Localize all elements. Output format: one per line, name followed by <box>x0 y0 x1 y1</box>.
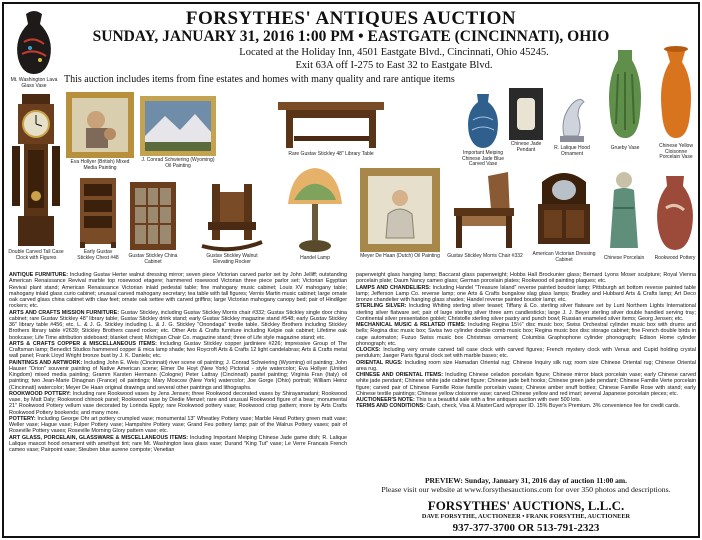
item-stickley-chest <box>76 176 120 266</box>
section-terms: TERMS AND CONDITIONS: Cash, check, Visa & MasterCard w/proper ID. 15% Buyer's Premium. 3% convenience fee for credit cards. <box>356 403 680 410</box>
section-rookwood: ROOKWOOD POTTERY: Including rare Rookwood vases by Jens Jensen; three Rookwood decorated vases by Shirayamadani; Rookwood vase, by Matt Daly; Rookwood chinook panel; Rookwood vase by Diedie Menzel; rare and unusual Rookwood figure of a bear; monumental 21" Rookwood Pottery vellum vase decorated by Lorinda Epply; rare Rookwood pottery vase; Rookwood crisp pattern; more by Arts Crafts Rookwood Pottery bookends; and many more. <box>9 390 347 416</box>
item-meyer-painting <box>360 168 440 266</box>
caption: Gustav Stickley China Cabinet <box>128 253 178 265</box>
grueby-vase-image <box>602 44 648 144</box>
rocker-image <box>200 180 264 252</box>
right-column <box>356 272 696 410</box>
lava-vase-image <box>10 8 58 78</box>
caption: American Victorian Dressing Cabinet <box>532 251 596 263</box>
caption: Gustav Stickley Morris Chair #332 <box>447 253 523 259</box>
pendant-image <box>509 88 543 140</box>
section-art-glass: ART GLASS, PORCELAIN, GLASSWARE & MISCELLANEOUS ITEMS: Including Important Meiping Chinese Jade game dish; R. Lalique Lalique mascot hood ornament with amethyst tint; rare Mt. Washington lava glass vase; Durand "King Tut" vase; Le Verre Francais French cameo vase; Pairpoint vase; Steuben blue aurene compote; Venetian <box>9 434 348 453</box>
item-handel-lamp <box>284 164 346 266</box>
section-paintings: PAINTINGS AND ARTWORK: Including John E. Weis (Cincinnati) river scene oil painting; J. Conrad Schwiering (Wyoming) oil painting; John Hauser "Orion" souvenir painting of Native American scene; Elmer De Hoyt (New York) Pictorial - style watercolor; Eva Hollyer (United Kingdom) mixed media painting; Gramm Karsten Hermann (Cologne) Peter Lattray (Cincinnati) pastel painting; Virginia Fran (Italy) oil painting; two Jean-Marie Dinagnan (France) oil paintings; Mary Moscow (New York) watercolor; Joe Gorge (Ohio) portrait; William Heinz (Cincinnati) watercolor; Meyer De Haan original drawings and several other paintings and lithographs. <box>9 359 347 391</box>
caption: Eva Hollyer (British) Mixed Media Painting <box>70 159 130 171</box>
caption: Double Carved Tall Case Clock with Figures <box>8 249 64 261</box>
clock-image <box>8 90 64 250</box>
preview-line: PREVIEW: Sunday, January 31, 2016 day of auction 11:00 am. <box>424 476 628 485</box>
section-mission: ARTS AND CRAFTS MISSION FURNITURE: Gustav Stickley, including Gustav Stickley Morris chair #332; Gustav Stickley single door china cabinet; rare Gustav Stickley 48" library table; Gustav Stickley drink stand; early Gustav Stickley magazine stand #548; early Gustav Stickley 36" library table #456; etc. L. & J. G. Stickley including L. & J. G. Stickley "Onondaga" trestle table. Stickley Brothers including Stickley Brothers library table #2639; Stickley Brothers cased rocker; etc. Other Arts & Crafts furniture including Kelpie oak cabinet; Lifetime oak bookcase; Life Time attribution sideboard; blanket chest; Michigan Chair Co. magazine stand; three of Life style magazine stand; etc. <box>9 309 347 341</box>
caption: Early Gustav Stickley Chest #48 <box>77 249 119 261</box>
jade-vase-image <box>459 90 507 150</box>
yellow-vase-image <box>654 44 698 144</box>
auctioneers-line: DAVE FORSYTHE, AUCTIONEER • FRANK FORSYTHE, AUCTIONEER <box>421 513 631 520</box>
auction-ad <box>2 2 700 538</box>
painting-image <box>66 92 134 158</box>
item-tall-clock <box>8 90 64 266</box>
left-column <box>9 272 347 453</box>
hood-ornament-image <box>550 88 594 144</box>
caption: Chinese Porcelain <box>603 255 645 261</box>
item-jade-pendant <box>509 88 543 158</box>
caption: J. Conrad Schwiering (Wyoming) Oil Painting <box>141 157 215 169</box>
rookwood-vase-image <box>652 172 698 254</box>
item-imperial-vase <box>459 90 507 170</box>
location-line: Located at the Holiday Inn, 4501 Eastgate Blvd., Cincinnati, Ohio 45245. <box>239 47 549 58</box>
item-stickley-table <box>276 96 386 166</box>
website-line[interactable]: Please visit our website at www.forsythesauctions.com for over 350 photos and descriptions. <box>381 485 671 494</box>
painting-image <box>360 168 440 252</box>
caption: Chinese Jade Pendant <box>510 141 542 153</box>
cabinet-image <box>126 180 180 252</box>
caption: Mt. Washington Lava Glass Vase <box>10 77 58 89</box>
caption: Grueby Vase <box>610 145 640 151</box>
item-morris-chair <box>444 168 526 266</box>
item-lava-vase <box>10 8 58 90</box>
item-stickley-rocker <box>200 180 264 266</box>
section-lamps: LAMPS AND CHANDELIERS: Including Handel "Treasure Island" reverse painted boudoir lamp; Pittsburgh art bottom reverse painted table lamp; Jefferson Lamp Co. reverse lamp; one Arts & Crafts bungalow slag glass lamps; Bradley and Hubbard Arts & Crafts lamp; Art Deco bronze chandelier with hanging glass shades; Handel reverse painted boudoir lamp; etc. <box>356 284 696 303</box>
auction-title: FORSYTHES' ANTIQUES AUCTION <box>185 8 517 29</box>
item-eva-hollyer <box>66 92 134 172</box>
caption: R. Lalique Hood Ornament <box>554 145 590 157</box>
caption: Important Meiping Chinese Jade Blue Carved Vase <box>462 150 504 168</box>
item-grueby <box>602 44 648 164</box>
caption: Gustav Stickley Walnut Elevating Rocker <box>206 253 258 265</box>
caption: Chinese Yellow Cloisonne Porcelain Vase <box>659 143 693 161</box>
figure-image <box>602 168 646 254</box>
item-chinese-figure <box>602 168 646 266</box>
table-image <box>276 96 386 150</box>
directions-line: Exit 63A off I-275 to East 32 to Eastgate Blvd. <box>295 60 493 71</box>
chest-image <box>76 176 120 248</box>
auction-date-line: SUNDAY, JANUARY 31, 2016 1:00 PM • EASTGATE (CINCINNATI), OHIO <box>92 28 610 45</box>
item-conrad-painting <box>140 96 216 172</box>
caption: Handel Lamp <box>300 255 330 261</box>
section-music: MECHANICAL MUSIC & RELATED ITEMS: Including Regina 15½" disc music box; Swiss Orchestral cylinder music box with drums and bells; Regina disc music box; Swiss two cylinder double comb music box; Regina music box disc storage cabinet; fine French double birds in cage automaton; Fuzuo Swiss music box Christmas ornament; Columbia Graphophone cylinder phonograph; Edison Home cylinder phonograph; etc. <box>356 322 697 347</box>
lamp-image <box>284 164 346 254</box>
item-yellow-vase <box>654 44 698 170</box>
item-rookwood <box>652 172 698 266</box>
section-furniture: ANTIQUE FURNITURE: Including Gustav Herter walnut dressing mirror; seven piece Victorian carved parlor set by John Jelliff; outstanding American Renaissance Revival marble top rosewood etagere; hammered rosewood Victorian three piece parlor set; Victorian Egyptian Revival plant stand; American Renaissance Victorian inlaid pedestal table; fine mahogany music cabinet; Louis XV mahogany table; mahogany inlaid glass curio cabinet; unusual carved mahogany secretary; tea table with tall figures; Vernis Martin music cabinet; large ornate oak carved glass china cabinet with claw feet; ornate oak settee with carved griffins; large Victorian mahogany canopy bed; pair of Hindilger rockers; etc. <box>9 272 347 310</box>
tagline: This auction includes items from fine estates and homes with many quality and rare antique items <box>64 74 455 85</box>
section-copper: ARTS & CRAFTS COPPER & MISCELLANEOUS ITEMS: Including Gustav Stickley copper jardiniere #226; impressive Group of The Craftsman lamp; Benedict Studios hammered copper & mica lamp shade; two Roycroft Arts & Crafts 12 light candelabras; Arts & Crafts metal wall panel; Frank Lloyd Wright bronze bust by J. K. Daniels; etc. <box>9 340 348 360</box>
section-clocks: CLOCKS: Including very ornate carved tall case clock with carved figures; French mystery clock with Venus and Cupid holding crystal pendulum; Jaeger Paris figural clock set with marble bases; etc. <box>356 347 697 360</box>
morris-chair-image <box>444 168 526 252</box>
victorian-cabinet-image <box>532 164 596 250</box>
section-silver: STERLING SILVER: Including Whiting sterling silver teaset; Tiffany & Co. sterling silver flatware set by Lunt Northern Lights International sterling silver flatware set; pair of large sterling silver three arm candlesticks; large J. J. Beyer sterling silver double handled serving tray; Continental silver presentation goblet; Christofle sterling silver pastry and punch bowl; Russian enameled silver items; Georg Jensen; etc. <box>356 303 696 322</box>
caption: Rare Gustav Stickley 48" Library Table <box>288 151 374 157</box>
painting-image <box>140 96 216 156</box>
phone-numbers[interactable]: 937-377-3700 OR 513-791-2323 <box>452 522 600 534</box>
caption: Rookwood Pottery <box>654 255 696 261</box>
item-stickley-cabinet <box>126 180 180 266</box>
section-note: AUCTIONEER'S NOTE: This is a beautiful sale with a fine antiques auction with over 500 lots. <box>356 397 582 403</box>
section-chinese: CHINESE AND ORIENTAL ITEMS: Including Chinese celadon porcelain figure; Chinese mirror black porcelain vase; early Chinese carved white jade pendant; Chinese white jade cabinet figure; Chinese jade belt hooks; Chinese green jade pendant; Chinese Famille Verte porcelain figure; carved pair of Chinese Famille Rose famille porcelain vases; Chinese amber snuff bottles; Chinese Famille Rose with stand; early Chinese textile paintings; Chinese yellow cloisonne vase; carved Chinese yellow and red imari; several Japanese porcelain pieces; etc. <box>356 372 697 397</box>
section-pottery: POTTERY: Including George Ohr art pottery crumpled vase; monumental 13" Wheatley Pottery vase; Marble Head Pottery green matt vase; Weller vase; Hague vase; Fulper Pottery vase; Hampshire Pottery vase; Grand Feu pottery lamp; pair of the Walrus Pottery vases; pair of Roseville Pottery vases; Roseville Morning Glory pattern vase; etc. <box>9 415 348 435</box>
caption: Meyer De Haan (Dutch) Oil Painting <box>360 253 440 259</box>
company-name: FORSYTHES' AUCTIONS, L.L.C. <box>427 498 625 513</box>
section-rugs: ORIENTAL RUGS: Including room size Hamadan Oriental rug; Chinese Inquiry silk rug; room size Chinese Oriental rug; Chinese Oriental area rug. <box>356 359 696 372</box>
item-lalique <box>550 88 594 164</box>
section-glass-cont: paperweight glass hanging lamp; Baccarat glass paperweight; Hobbs Hall Brockunier glass; Bernard Lyons Moser sculpture; Royal Vienna porcelain plate; Daum Nancy cameo glass; German porcelain plates; Rookwood oil painting plaques; etc. <box>356 272 696 285</box>
item-victorian-cabinet <box>532 164 596 266</box>
